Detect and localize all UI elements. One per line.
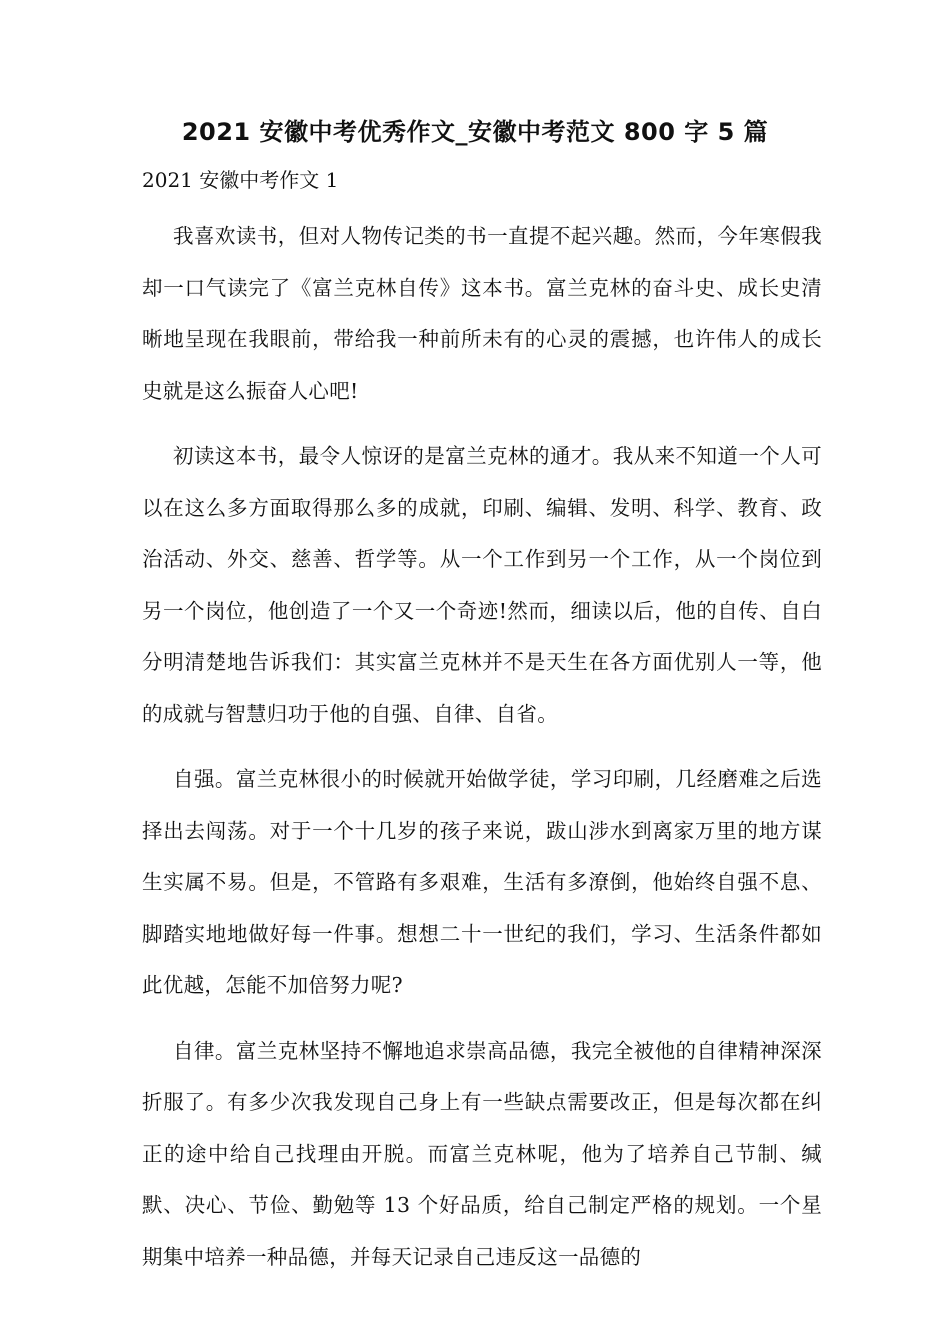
paragraph-1: 我喜欢读书，但对人物传记类的书一直提不起兴趣。然而，今年寒假我却一口气读完了《富兰克林自传》这本书。富兰克林的奋斗史、成长史清晰地呈现在我眼前，带给我一种前所未有的心灵的震撼，也许伟人的成长史就是这么振奋人心吧!	[142, 224, 822, 403]
document-title: 2021 安徽中考优秀作文_安徽中考范文 800 字 5 篇	[181, 118, 769, 146]
section-heading: 2021 安徽中考作文 1	[142, 168, 339, 192]
essay-body	[142, 211, 822, 1297]
paragraph-2: 初读这本书，最令人惊讶的是富兰克林的通才。我从来不知道一个人可以在这么多方面取得那么多的成就，印刷、编辑、发明、科学、教育、政治活动、外交、慈善、哲学等。从一个工作到另一个工作，从一个岗位到另一个岗位，他创造了一个又一个奇迹!然而，细读以后，他的自传、自白分明清楚地告诉我们：其实富兰克林并不是天生在各方面优别人一等，他的成就与智慧归功于他的自强、自律、自省。	[142, 444, 822, 726]
paragraph-4: 自律。富兰克林坚持不懈地追求崇高品德，我完全被他的自律精神深深折服了。有多少次我发现自己身上有一些缺点需要改正，但是每次都在纠正的途中给自己找理由开脱。而富兰克林呢，他为了培养自己节制、缄默、决心、节俭、勤勉等 13 个好品质，给自己制定严格的规划。一个星期集中培养一种品德，并每天记录自己违反这一品德的	[142, 1038, 822, 1269]
paragraph-3: 自强。富兰克林很小的时候就开始做学徒，学习印刷，几经磨难之后选择出去闯荡。对于一个十几岁的孩子来说，跋山涉水到离家万里的地方谋生实属不易。但是，不管路有多艰难，生活有多潦倒，他始终自强不息、脚踏实地地做好每一件事。想想二十一世纪的我们，学习、生活条件都如此优越，怎能不加倍努力呢?	[142, 767, 822, 997]
